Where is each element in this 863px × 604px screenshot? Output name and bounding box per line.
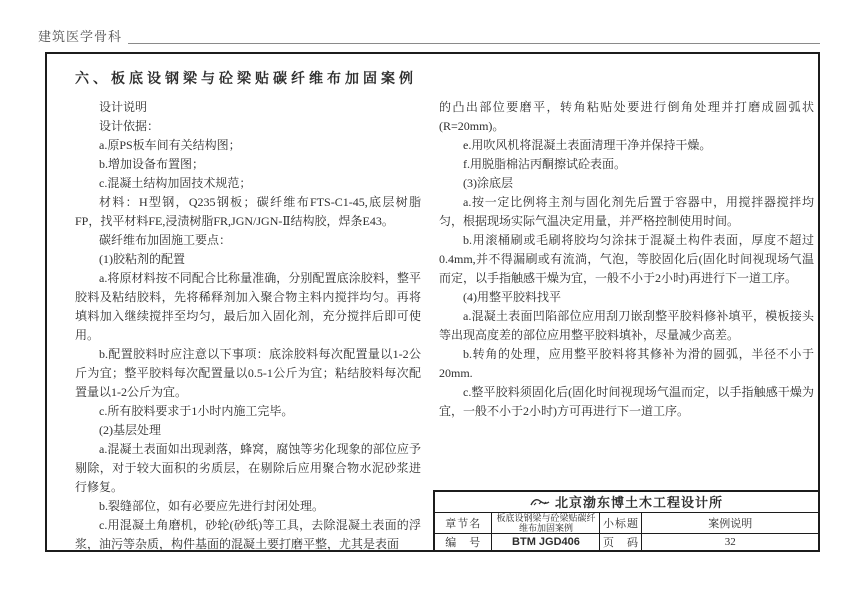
paragraph: b.配置胶料时应注意以下事项：底涂胶料每次配置量以1-2公斤为宜；整平胶料每次配置量以0.5-1公斤为宜；粘结胶料每次配置量以1-2公斤为宜。 — [75, 347, 421, 399]
paragraph: b.裂缝部位，如有必要应先进行封闭处理。 — [99, 499, 325, 513]
subtitle-label: 小标题 — [600, 513, 642, 534]
paragraph: 碳纤维布加固施工要点： — [99, 233, 232, 247]
subtitle-value: 案例说明 — [642, 513, 819, 534]
number-value: BTM JGD406 — [492, 534, 600, 552]
paragraph: c.所有胶料要求于1小时内施工完毕。 — [99, 404, 294, 418]
paragraph: (1)胶粘剂的配置 — [99, 252, 185, 266]
number-label: 编 号 — [434, 534, 492, 552]
paragraph: a.混凝土表面凹陷部位应用刮刀嵌刮整平胶料修补填平，模板接头等出现高度差的部位应用整平胶料填补，尽量减少高差。 — [439, 309, 814, 342]
paragraph: c.整平胶料须固化后(固化时间视现场气温而定，以手指触感干燥为宜，一般不小于2小时)方可再进行下一道工序。 — [439, 385, 814, 418]
two-column-text — [75, 98, 818, 554]
title-block — [433, 490, 820, 552]
paragraph: b.用滚桶刷或毛刷将胶均匀涂抹于混凝土构件表面，厚度不超过0.4mm,并不得漏刷或有流淌，气泡，等胶固化后(固化时间视现场气温而定，以手指触感干燥为宜，一般不小于2小时)再进行下一道工序。 — [439, 233, 814, 285]
paragraph: c.混凝土结构加固技术规范； — [99, 176, 252, 190]
header-rule — [128, 43, 820, 44]
page-title: 六、板底设钢梁与砼梁贴碳纤维布加固案例 — [75, 72, 417, 87]
paragraph: 设计依据： — [99, 119, 160, 133]
right-column — [439, 98, 814, 554]
paragraph: a.将原材料按不同配合比称量准确，分别配置底涂胶料，整平胶料及粘结胶料，先将稀释剂加入聚合物主料内搅拌均匀。再将填料加入继续搅拌至均匀，最后加入固化剂，充分搅拌后即可使用。 — [75, 271, 421, 342]
paragraph: a.按一定比例将主剂与固化剂先后置于容器中，用搅拌器搅拌均匀，根据现场实际气温决定用量，并严格控制使用时间。 — [439, 195, 814, 228]
paragraph: (2)基层处理 — [99, 423, 161, 437]
institute-name: 北京渤东博土木工程设计所 — [554, 494, 723, 510]
content-frame — [45, 52, 820, 552]
page-label: 页 码 — [600, 534, 642, 552]
paragraph: 材料：H型钢，Q235钢板；碳纤维布FTS-C1-45,底层树脂FP，找平材料FE,浸渍树脂FR,JGN/JGN-Ⅱ结构胶，焊条E43。 — [75, 195, 421, 228]
chapter-name-label: 章节名 — [434, 513, 492, 534]
paragraph: f.用脱脂棉沾丙酮擦试砼表面。 — [463, 157, 626, 171]
page-value: 32 — [642, 534, 819, 552]
paragraph: (3)涂底层 — [463, 176, 513, 190]
paragraph: a.混凝土表面如出现剥落，蜂窝，腐蚀等劣化现象的部位应予剔除，对于较大面积的劣质层，在剔除后应用聚合物水泥砂浆进行修复。 — [75, 442, 421, 494]
paragraph: c.用混凝土角磨机，砂轮(砂纸)等工具，去除混凝土表面的浮浆，油污等杂质，构件基面的混凝土要打磨平整，尤其是表面 — [75, 518, 421, 551]
doc-header-label: 建筑医学骨科 — [38, 29, 123, 44]
paragraph: (4)用整平胶料找平 — [463, 290, 561, 304]
paragraph: b.增加设备布置图； — [99, 157, 205, 171]
paragraph: b.转角的处理，应用整平胶料将其修补为滑的圆弧，半径不小于20mm. — [439, 347, 814, 380]
paragraph: a.原PS板车间有关结构图； — [99, 138, 241, 152]
left-column — [75, 98, 421, 554]
chapter-name-value: 板底设钢梁与砼梁贴碳纤维布加固案例 — [492, 513, 600, 534]
paragraph: e.用吹风机将混凝土表面清理干净并保持干燥。 — [463, 138, 712, 152]
title-block-header — [434, 491, 819, 513]
paragraph: 的凸出部位要磨平，转角粘贴处要进行倒角处理并打磨成圆弧状(R=20mm)。 — [439, 100, 814, 133]
institute-logo-icon — [530, 496, 550, 512]
paragraph: 设计说明 — [99, 100, 148, 114]
